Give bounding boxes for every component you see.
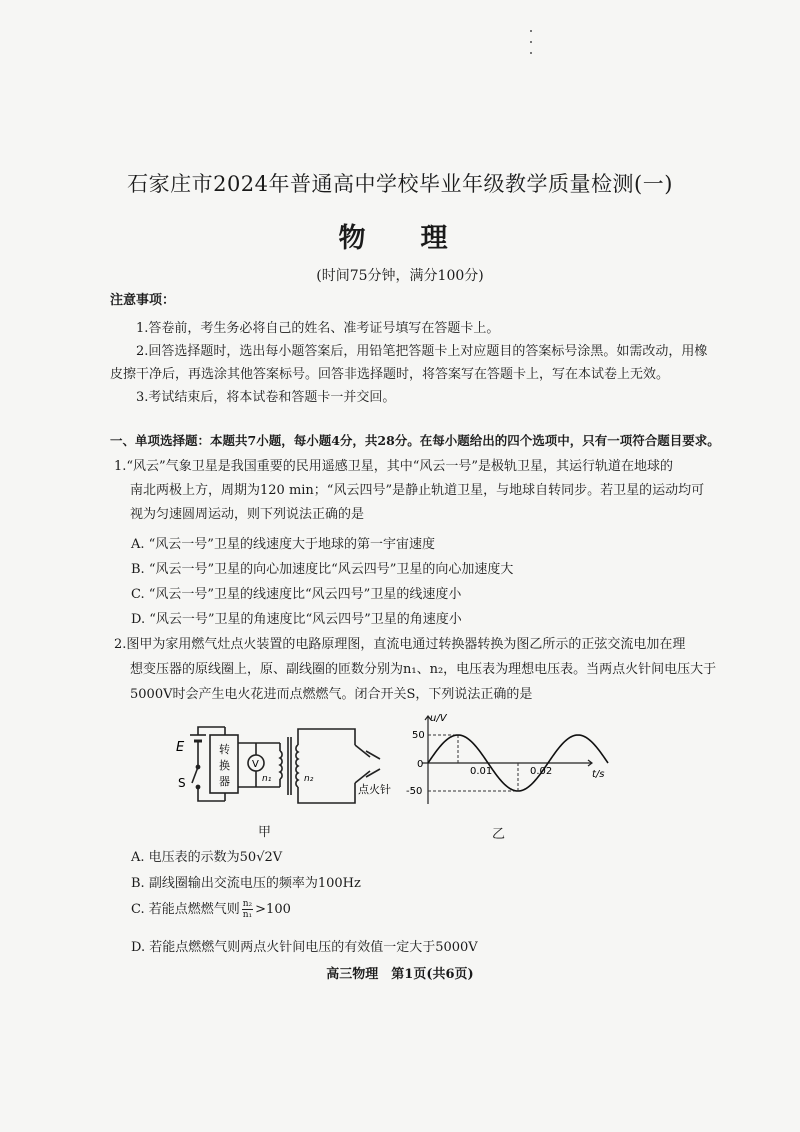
caption-jia: 甲: [258, 825, 272, 840]
notes-heading: 注意事项：: [110, 293, 176, 308]
q1-option-b: B. “风云一号”卫星的向心加速度比“风云四号”卫星的向心加速度大: [131, 562, 514, 577]
q2-option-c-tail: >100: [255, 902, 291, 917]
page-footer: 高三物理 第1页(共6页): [326, 967, 474, 982]
fraction-n2-n1: [242, 899, 253, 920]
q2-option-b: B. 副线圈输出交流电压的频率为100Hz: [131, 876, 361, 891]
q2-option-c-text: C. 若能点燃燃气则: [131, 902, 240, 917]
q1-line-1: 1.“风云”气象卫星是我国重要的民用遥感卫星，其中“风云一号”是极轨卫星，其运行轨道在地球的: [114, 459, 673, 474]
q2-option-a: A. 电压表的示数为50√2V: [131, 850, 283, 865]
q2-line-2: 想变压器的原线圈上，原、副线圈的匝数分别为n₁、n₂，电压表为理想电压表。当两点火针间电压大于: [130, 662, 717, 677]
note-2-cont: 皮擦干净后，再选涂其他答案标号。回答非选择题时，将答案写在答题卡上，写在本试卷上无效。: [110, 367, 670, 382]
voltage-graph: [400, 708, 620, 808]
q1-line-3: 视为匀速圆周运动，则下列说法正确的是: [130, 507, 365, 522]
converter-char-3: 器: [219, 775, 230, 788]
x-axis-label: t/s: [592, 769, 605, 780]
note-1: 1.答卷前，考生务必将自己的姓名、准考证号填写在答题卡上。: [136, 321, 500, 336]
x-tick-002: 0.02: [530, 766, 553, 777]
y-tick-neg50: -50: [406, 786, 423, 797]
voltmeter-label: V: [252, 759, 259, 770]
time-info: (时间75分钟，满分100分): [316, 268, 484, 284]
q2-line-1: 2.图甲为家用燃气灶点火装置的电路原理图，直流电通过转换器转换为图乙所示的正弦交流电加在理: [114, 637, 686, 652]
converter-char-2: 换: [219, 759, 230, 772]
label-n1: n₁: [262, 774, 272, 784]
section-heading: 一、单项选择题：本题共7小题，每小题4分，共28分。在每小题给出的四个选项中，只有一项符合题目要求。: [110, 433, 720, 448]
caption-yi: 乙: [492, 827, 506, 842]
q1-option-c: C. “风云一号”卫星的线速度比“风云四号”卫星的线速度小: [131, 587, 462, 602]
fraction-numerator: n₂: [242, 899, 253, 909]
q1-option-a: A. “风云一号”卫星的线速度大于地球的第一宇宙速度: [131, 537, 435, 552]
note-3: 3.考试结束后，将本试卷和答题卡一并交回。: [136, 390, 396, 405]
label-s: S: [178, 776, 186, 790]
y-axis-label: u/V: [430, 713, 447, 724]
q1-option-d: D. “风云一号”卫星的角速度比“风云四号”卫星的角速度小: [131, 612, 462, 627]
converter-char-1: 转: [219, 743, 230, 756]
x-tick-001: 0.01: [470, 766, 493, 777]
fraction-denominator: n₁: [242, 910, 253, 920]
q1-line-2: 南北两极上方，周期为120 min；“风云四号”是静止轨道卫星，与地球自转同步。若卫星的运动均可: [130, 483, 705, 498]
y-tick-50: 50: [412, 730, 425, 741]
label-spark: 点火针: [358, 783, 391, 796]
q2-option-c: [131, 898, 291, 920]
exam-title: 石家庄市2024年普通高中学校毕业年级教学质量检测(一): [127, 172, 673, 196]
q2-line-3: 5000V时会产生电火花进而点燃燃气。闭合开关S，下列说法正确的是: [130, 687, 533, 702]
circuit-diagram: [170, 715, 410, 835]
scan-marks: [530, 30, 533, 60]
y-tick-0: 0: [417, 759, 424, 770]
q2-option-d: D. 若能点燃燃气则两点火针间电压的有效值一定大于5000V: [131, 940, 478, 955]
subject-title: 物 理: [338, 223, 462, 254]
label-e: E: [176, 740, 185, 755]
label-n2: n₂: [304, 774, 314, 784]
note-2: 2.回答选择题时，选出每小题答案后，用铅笔把答题卡上对应题目的答案标号涂黑。如需改动，用橡: [136, 344, 708, 359]
